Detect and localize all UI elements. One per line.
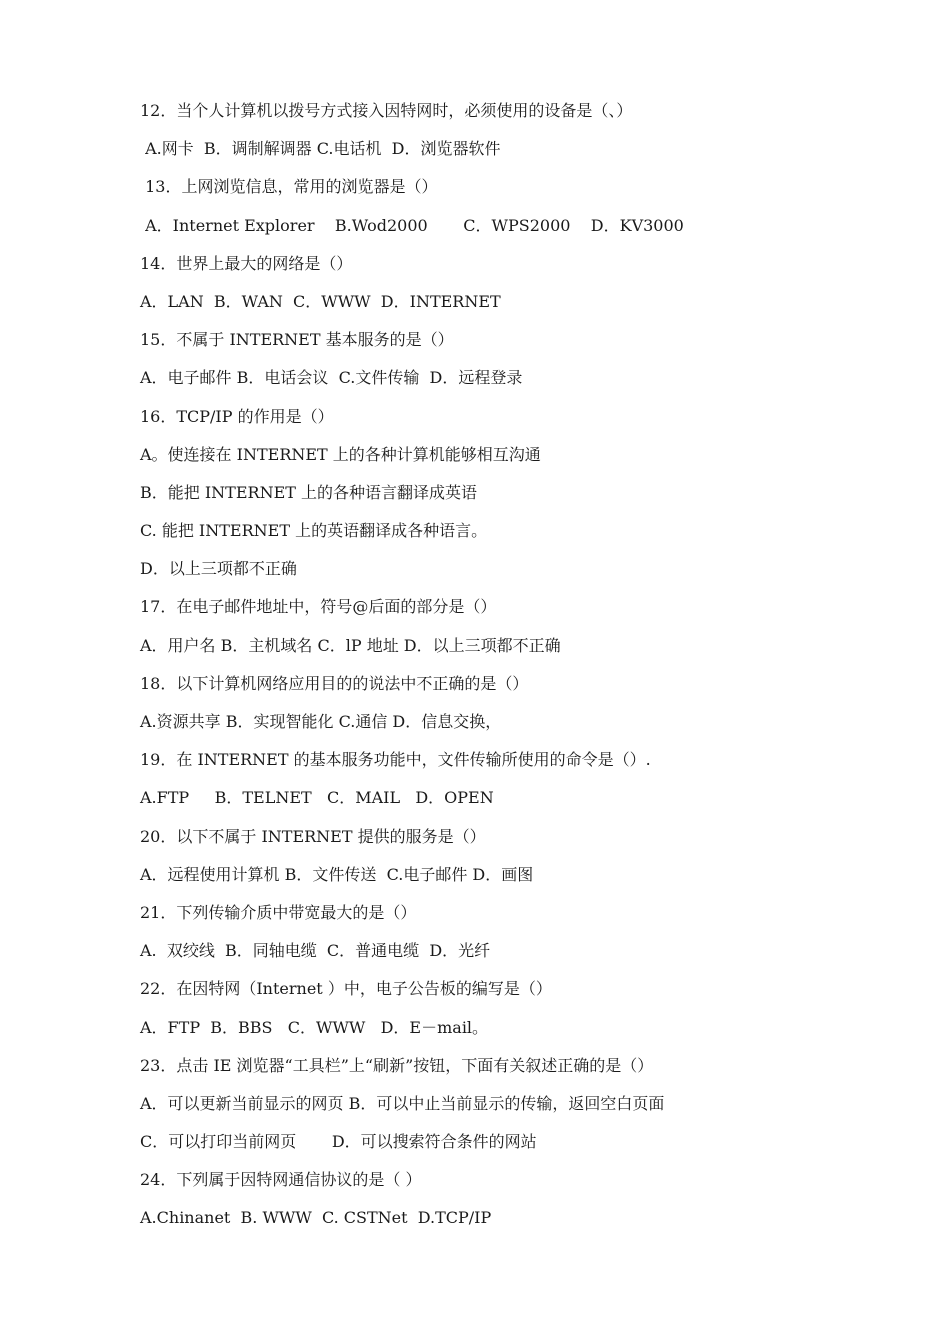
q21-options: A. 双绞线 B．同轴电缆 C．普通电缆 D．光纤 bbox=[140, 941, 491, 961]
q19-question: 19．在 INTERNET 的基本服务功能中，文件传输所使用的命令是（）. bbox=[140, 750, 651, 770]
q20-question: 20．以下不属于 INTERNET 提供的服务是（） bbox=[140, 826, 486, 846]
q23-options-ab: A．可以更新当前显示的网页 B．可以中止当前显示的传输，返回空白页面 bbox=[140, 1093, 665, 1113]
q16-option-c: C. 能把 INTERNET 上的英语翻译成各种语言。 bbox=[140, 521, 488, 541]
q17-question: 17．在电子邮件地址中，符号@后面的部分是（） bbox=[140, 597, 497, 617]
q23-question: 23．点击 IE 浏览器“工具栏”上“刷新”按钮，下面有关叙述正确的是（） bbox=[140, 1055, 654, 1075]
q13-question: 13．上网浏览信息，常用的浏览器是（） bbox=[140, 177, 438, 197]
q24-question: 24．下列属于因特网通信协议的是（ ） bbox=[140, 1170, 422, 1190]
q18-options: A.资源共享 B．实现智能化 C.通信 D．信息交换， bbox=[140, 712, 502, 731]
q12-question: 12．当个人计算机以拨号方式接入因特网时，必须使用的设备是（、） bbox=[140, 101, 633, 120]
q23-options-cd: C．可以打印当前网页 D．可以搜索符合条件的网站 bbox=[140, 1132, 537, 1152]
q17-options: A．用户名 B．主机域名 C．lP 地址 D．以上三项都不正确 bbox=[140, 635, 561, 655]
q18-question: 18．以下计算机网络应用目的的说法中不正确的是（） bbox=[140, 673, 529, 693]
q12-options: A.网卡 B．调制解调器 C.电话机 D．浏览器软件 bbox=[140, 139, 501, 159]
q14-options: A．LAN B．WAN C．WWW D．INTERNET bbox=[140, 291, 501, 311]
q16-option-b: B．能把 INTERNET 上的各种语言翻译成英语 bbox=[140, 482, 478, 502]
q13-options: A．Internet Explorer B.Wod2000 C．WPS2000 D．KV3000 bbox=[140, 215, 684, 235]
q24-options: A.Chinanet B. WWW C. CSTNet D.TCP/IP bbox=[140, 1208, 492, 1228]
q15-question: 15．不属于 INTERNET 基本服务的是（） bbox=[140, 330, 454, 350]
q16-question: 16．TCP/IP 的作用是（） bbox=[140, 406, 334, 426]
q22-options: A．FTP B．BBS C．WWW D．E－mail。 bbox=[140, 1017, 489, 1037]
q20-options: A．远程使用计算机 B．文件传送 C.电子邮件 D．画图 bbox=[140, 864, 534, 884]
q22-question: 22．在因特网（Internet ）中，电子公告板的编写是（） bbox=[140, 979, 552, 999]
q19-options: A.FTP B．TELNET C．MAIL D．OPEN bbox=[140, 788, 494, 808]
q16-option-d: D．以上三项都不正确 bbox=[140, 559, 297, 579]
q15-options: A．电子邮件 B．电话会议 C.文件传输 D．远程登录 bbox=[140, 368, 523, 388]
question-list bbox=[140, 98, 840, 1244]
q21-question: 21．下列传输介质中带宽最大的是（） bbox=[140, 902, 417, 922]
q16-option-a: A。使连接在 INTERNET 上的各种计算机能够相互沟通 bbox=[140, 444, 541, 464]
q14-question: 14．世界上最大的网络是（） bbox=[140, 253, 353, 273]
